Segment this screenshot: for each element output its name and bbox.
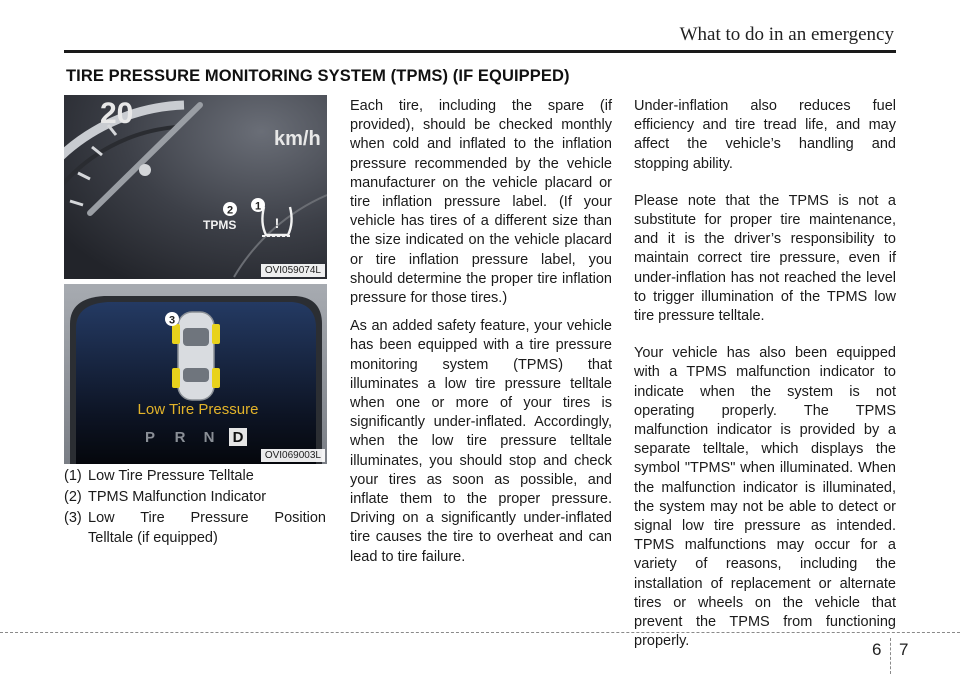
footer-divider [0,632,960,633]
car-top-view-icon [172,312,220,400]
caption-text-block [88,508,326,548]
section-title: TIRE PRESSURE MONITORING SYSTEM (TPMS) (IF EQUIPPED) [66,67,570,85]
section-number: 6 [872,640,882,659]
caption-item [64,508,326,548]
speed-unit: km/h [274,128,321,150]
figure-code: OVI059074L [261,264,325,277]
svg-text:2: 2 [226,204,234,217]
svg-text:!: ! [274,215,280,231]
paragraph: As an added safety feature, your vehicle has been equipped with a tire pressure monitoring system (TPMS) that illuminates a low tire pressure telltale when one or more of your tires is significantly under-inflated. Accordingly, when the low tire pressure telltale illuminates, you should stop and check your tires as soon as possible, and inflate them to the proper pressure. Driving on a significantly under-inflated tire causes the tire to overheat and can lead to tire failure. [350,318,612,565]
lcd-message: Low Tire Pressure [137,401,259,418]
caption-text: TPMS Malfunction Indicator [88,489,267,505]
page-number: 7 [899,640,909,659]
header-rule [64,50,896,53]
caption-item [64,487,326,507]
lcd-display-illustration [64,284,327,464]
caption-text-continued: Telltale (if equipped) [88,530,218,546]
caption-number: (2) [64,489,82,505]
figure-code: OVI069003L [261,449,325,462]
figure-instrument-cluster [64,95,327,279]
caption-number: (1) [64,468,82,484]
paragraph: Under-inflation also reduces fuel efficiency and tire tread life, and may affect the vehicle’s handling and stopping ability. [634,98,896,172]
gear-d: D [232,429,244,446]
paragraph: Please note that the TPMS is not a substitute for proper tire maintenance, and it is the driver’s responsibility to maintain correct tire pressure, even if under-inflation has not reached the level to trigger illumination of the TPMS low tire pressure telltale. [634,192,896,325]
svg-text:3: 3 [168,314,176,327]
svg-text:1: 1 [254,200,262,213]
gear-r: R [174,429,186,446]
figure-lcd-display [64,284,327,464]
page-number-separator [890,638,891,674]
caption-item [64,466,326,486]
body-column-middle [350,97,612,567]
figure-caption-list [64,466,326,549]
instrument-cluster-illustration [64,95,327,279]
caption-number: (3) [64,510,82,526]
running-header: What to do in an emergency [679,24,894,45]
gear-n: N [203,429,215,446]
paragraph: Each tire, including the spare (if provided), should be checked monthly when cold and inflated to the inflation pressure recommended by the vehicle manufacturer on the vehicle placard or tire inflation pressure label. (If your vehicle has tires of a different size than the size indicated on the vehicle placard or tire inflation pressure label, you should determine the proper tire inflation pressure for those tires.) [350,98,612,307]
gear-p: P [144,429,156,446]
body-column-right [634,97,896,651]
speed-label: 20 [100,97,134,130]
paragraph: Your vehicle has also been equipped with a TPMS malfunction indicator to indicate when the system is not operating properly. The TPMS malfunction indicator is provided by a separate telltale, which displays the symbol "TPMS" when illuminated. When the malfunction indicator is illuminated, the system may not be able to detect or signal low tire pressure as intended. TPMS malfunctions may occur for a variety of reasons, including the installation of replacement or alternate tires or wheels on the vehicle that prevent the TPMS from functioning properly. [634,345,896,650]
tpms-telltale-text: TPMS [203,218,237,232]
caption-text: Low Tire Pressure Telltale [88,468,254,484]
caption-text: Low Tire Pressure Position [88,510,326,526]
